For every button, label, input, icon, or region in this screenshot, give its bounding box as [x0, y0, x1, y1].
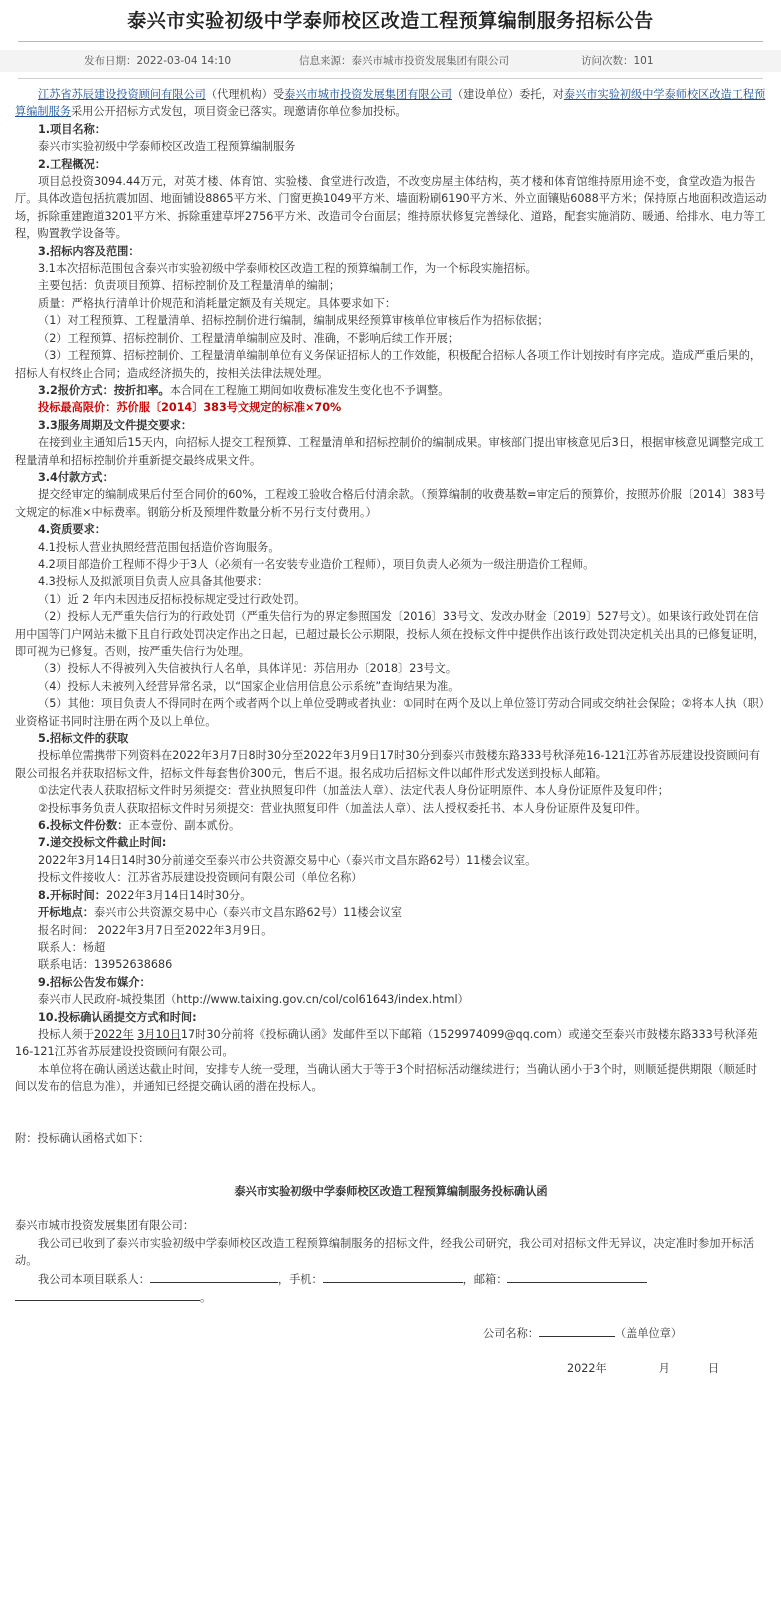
intro-paragraph: 江苏省苏辰建设投资顾问有限公司（代理机构）受泰兴市城市投资发展集团有限公司（建设单位）委托，对泰兴市实验初级中学泰师校区改造工程预算编制服务采用公开招标方式发包，项目资金已落实。现邀请你单位参加投标。 — [15, 88, 766, 119]
section-heading: 5.招标文件的获取 — [38, 732, 129, 746]
qualification-item: 4.3投标人及拟派项目负责人应具备其他要求： — [38, 575, 269, 589]
registration-time: 报名时间： 2022年3月7日至2022年3月9日。 — [38, 923, 273, 937]
opening-time: 8.开标时间：2022年3月14日14时30分。 — [38, 888, 252, 902]
contact-phone: 联系电话：13952638686 — [38, 958, 173, 972]
service-period: 在接到业主通知后15天内，向招标人提交工程预算、工程量清单和招标控制价的编制成果。审核部门提出审核意见后3日，根据审核意见调整完成工程量清单和招标控制价并重新提交最终成果文件。 — [15, 436, 765, 467]
letter-title: 泰兴市实验初级中学泰师校区改造工程预算编制服务投标确认函 — [234, 1184, 548, 1198]
pricing-method: 3.2报价方式：按折扣率。本合同在工程施工期间如收费标准发生变化也不予调整。 — [38, 383, 450, 397]
article-body — [15, 86, 767, 1377]
section-heading: 10.投标确认函提交方式和时间: — [38, 1010, 197, 1024]
company-name-blank[interactable] — [539, 1324, 615, 1337]
letter-email-line: 。 — [15, 1288, 767, 1306]
phone-blank[interactable] — [323, 1270, 463, 1283]
payment-method: 提交经审定的编制成果后付至合同价的60%，工程竣工验收合格后付清余款。（预算编制的收费基数=审定后的预算价，按照苏价服〔2014〕383号文规定的标准×中标费率。钢筋分析及预埋件数量分析不另行支付费用。） — [15, 488, 766, 519]
section-heading: 9.招标公告发布媒介： — [38, 975, 151, 989]
qualification-item: （4）投标人未被列入经营异常名录，以“国家企业信用信息公示系统”查询结果为准。 — [38, 679, 460, 693]
qualification-item: （5）其他：项目负责人不得同时在两个或者两个以上单位受聘或者执业：①同时在两个及以上单位签订劳动合同或交纳社会保险；②将本人执（职）业资格证书同时注册在两个及以上单位。 — [15, 697, 765, 728]
project-overview: 项目总投资3094.44万元，对英才楼、体育馆、实验楼、食堂进行改造，不改变房屋主体结构，英才楼和体育馆维持原用途不变，食堂改造为报告厅。具体改造包括抗震加固、地面铺设8865平方米、门窗更换1049平方米、墙面粉刷6190平方米、外立面镶贴6088平方米；保持原占地面积改造运动场，拆除重建跑道3201平方米、拆除重建草坪2756平方米、改造司令台面层；维持原状修复完善绿化、道路，配套实施消防、暖通、给排水、电力等工程，购置教学设备等。 — [15, 175, 767, 241]
meta-divider — [18, 78, 763, 79]
letter-date: 2022年 月 日 — [567, 1361, 720, 1375]
project-link[interactable]: 泰兴市实验初级中学泰师校区改造工程预算编制服务 — [15, 88, 766, 119]
section-heading: 1.项目名称： — [38, 122, 106, 136]
scope-item: （2）工程预算、招标控制价、工程量清单编制应及时、准确，不影响后续工作开展； — [38, 331, 460, 345]
scope-item: （3）工程预算、招标控制价、工程量清单编制单位有义务保证招标人的工作效能，积极配合招标人各项工作计划按时有序完成。造成严重后果的，招标人有权终止合同；造成经济损失的，按相关法律法规处理。 — [15, 349, 762, 380]
section-heading: 7.递交投标文件截止时间: — [38, 836, 167, 850]
title-divider — [18, 41, 763, 42]
opening-location: 开标地点：泰兴市公共资源交易中心（泰兴市文昌东路62号）11楼会议室 — [38, 906, 403, 920]
appendix-label: 附：投标确认函格式如下： — [15, 1132, 150, 1146]
section-heading: 4.资质要求： — [38, 523, 106, 537]
qualification-item: 4.2项目部造价工程师不得少于3人（必须有一名安装专业造价工程师），项目负责人必须为一级注册造价工程师。 — [38, 557, 595, 571]
section-heading: 2.工程概况： — [38, 157, 106, 171]
owner-link[interactable]: 泰兴市城市投资发展集团有限公司 — [284, 88, 452, 101]
meta-bar — [0, 50, 781, 72]
section-heading: 3.3服务周期及文件提交要求： — [38, 418, 193, 432]
scope-text: 3.1本次招标范围包含泰兴市实验初级中学泰师校区改造工程的预算编制工作，为一个标段实施招标。 — [38, 262, 537, 276]
document-acquisition: ①法定代表人获取招标文件时另须提交：营业执照复印件（加盖法人章）、法定代表人身份证明原件、本人身份证原件及复印件； — [38, 784, 669, 798]
info-source: 信息来源：泰兴市城市投资发展集团有限公司 — [299, 55, 509, 67]
confirmation-rule: 本单位将在确认函送达截止时间，安排专人统一受理，当确认函大于等于3个时招标活动继续进行；当确认函小于3个时，则顺延提供期限（顺延时间以发布的信息为准），并通知已经提交确认函的潜在投标人。 — [15, 1062, 758, 1094]
letter-body: 我公司已收到了泰兴市实验初级中学泰师校区改造工程预算编制服务的招标文件，经我公司研究，我公司对招标文件无异议，决定准时参加开标活动。 — [15, 1236, 755, 1268]
email-blank[interactable] — [507, 1270, 647, 1283]
contact-blank[interactable] — [150, 1270, 278, 1283]
letter-recipient: 泰兴市城市投资发展集团有限公司： — [15, 1219, 195, 1233]
section-heading: 3.招标内容及范围： — [38, 244, 140, 258]
qualification-item: （1）近 2 年内未因违反招标投标规定受过行政处罚。 — [38, 592, 306, 606]
deadline-text: 投标文件接收人：江苏省苏辰建设投资顾问有限公司（单位名称） — [38, 871, 363, 885]
contact-person: 联系人：杨超 — [38, 940, 106, 954]
qualification-item: （3）投标人不得被列入失信被执行人名单，具体详见：苏信用办〔2018〕23号文。 — [38, 662, 458, 676]
confirmation-method: 投标人须于2022年 3月10日17时30分前将《投标确认函》发邮件至以下邮箱（1529974099@qq.com）或递交至泰兴市鼓楼东路333号秋泽苑16-121江苏省苏辰建设投资顾问有限公司。 — [15, 1027, 758, 1059]
agent-link[interactable]: 江苏省苏辰建设投资顾问有限公司 — [38, 88, 206, 101]
scope-text: 质量：严格执行清单计价规范和消耗量定额及有关规定。具体要求如下： — [38, 296, 397, 310]
email-blank-continued[interactable] — [15, 1288, 200, 1301]
company-name-line: 公司名称： （盖单位章） — [15, 1324, 767, 1342]
visit-count: 访问次数：101 — [581, 55, 654, 67]
copies-count: 6.投标文件份数：正本壹份、副本贰份。 — [38, 819, 241, 833]
scope-item: （1）对工程预算、工程量清单、招标控制价进行编制，编制成果经预算审核单位审核后作为招标依据； — [38, 314, 549, 328]
qualification-item: （2）投标人无严重失信行为的行政处罚（严重失信行为的界定参照国发〔2016〕33号文、发改办财金〔2019〕527号文）。如果该行政处罚在信用中国等门户网站未撤下且自行政处罚决定作出之日起，已超过最长公示期限，投标人须在投标文件中提供作出该行政处罚决定机关出具的已修复证明，即可视为已修复。否则，按严重失信行为处理。 — [15, 610, 765, 658]
publish-media: 泰兴市人民政府-城投集团（http://www.taixing.gov.cn/col/col61643/index.html） — [38, 993, 469, 1007]
letter-contact-line: 我公司本项目联系人： ，手机： ，邮箱： — [15, 1270, 767, 1288]
page-title: 泰兴市实验初级中学泰师校区改造工程预算编制服务招标公告 — [127, 10, 654, 32]
document-acquisition: 投标单位需携带下列资料在2022年3月7日8时30分至2022年3月9日17时30分到泰兴市鼓楼东路333号秋泽苑16-121江苏省苏辰建设投资顾问有限公司报名并获取招标文件，招标文件每套售价300元，售后不退。报名成功后招标文件以邮件形式发送到投标人邮箱。 — [15, 749, 761, 780]
deadline-text: 2022年3月14日14时30分前递交至泰兴市公共资源交易中心（泰兴市文昌东路62号）11楼会议室。 — [38, 853, 537, 867]
qualification-item: 4.1投标人营业执照经营范围包括造价咨询服务。 — [38, 540, 280, 554]
document-acquisition: ②投标事务负责人获取招标文件时另须提交：营业执照复印件（加盖法人章）、法人授权委托书、本人身份证原件及复印件。 — [38, 801, 647, 815]
project-name: 泰兴市实验初级中学泰师校区改造工程预算编制服务 — [38, 140, 296, 154]
scope-text: 主要包括：负责项目预算、招标控制价及工程量清单的编制； — [38, 279, 341, 293]
section-heading: 3.4付款方式： — [38, 470, 114, 484]
max-price-limit: 投标最高限价：苏价服〔2014〕383号文规定的标准×70% — [38, 401, 342, 415]
publish-date: 发布日期：2022-03-04 14:10 — [84, 55, 232, 67]
